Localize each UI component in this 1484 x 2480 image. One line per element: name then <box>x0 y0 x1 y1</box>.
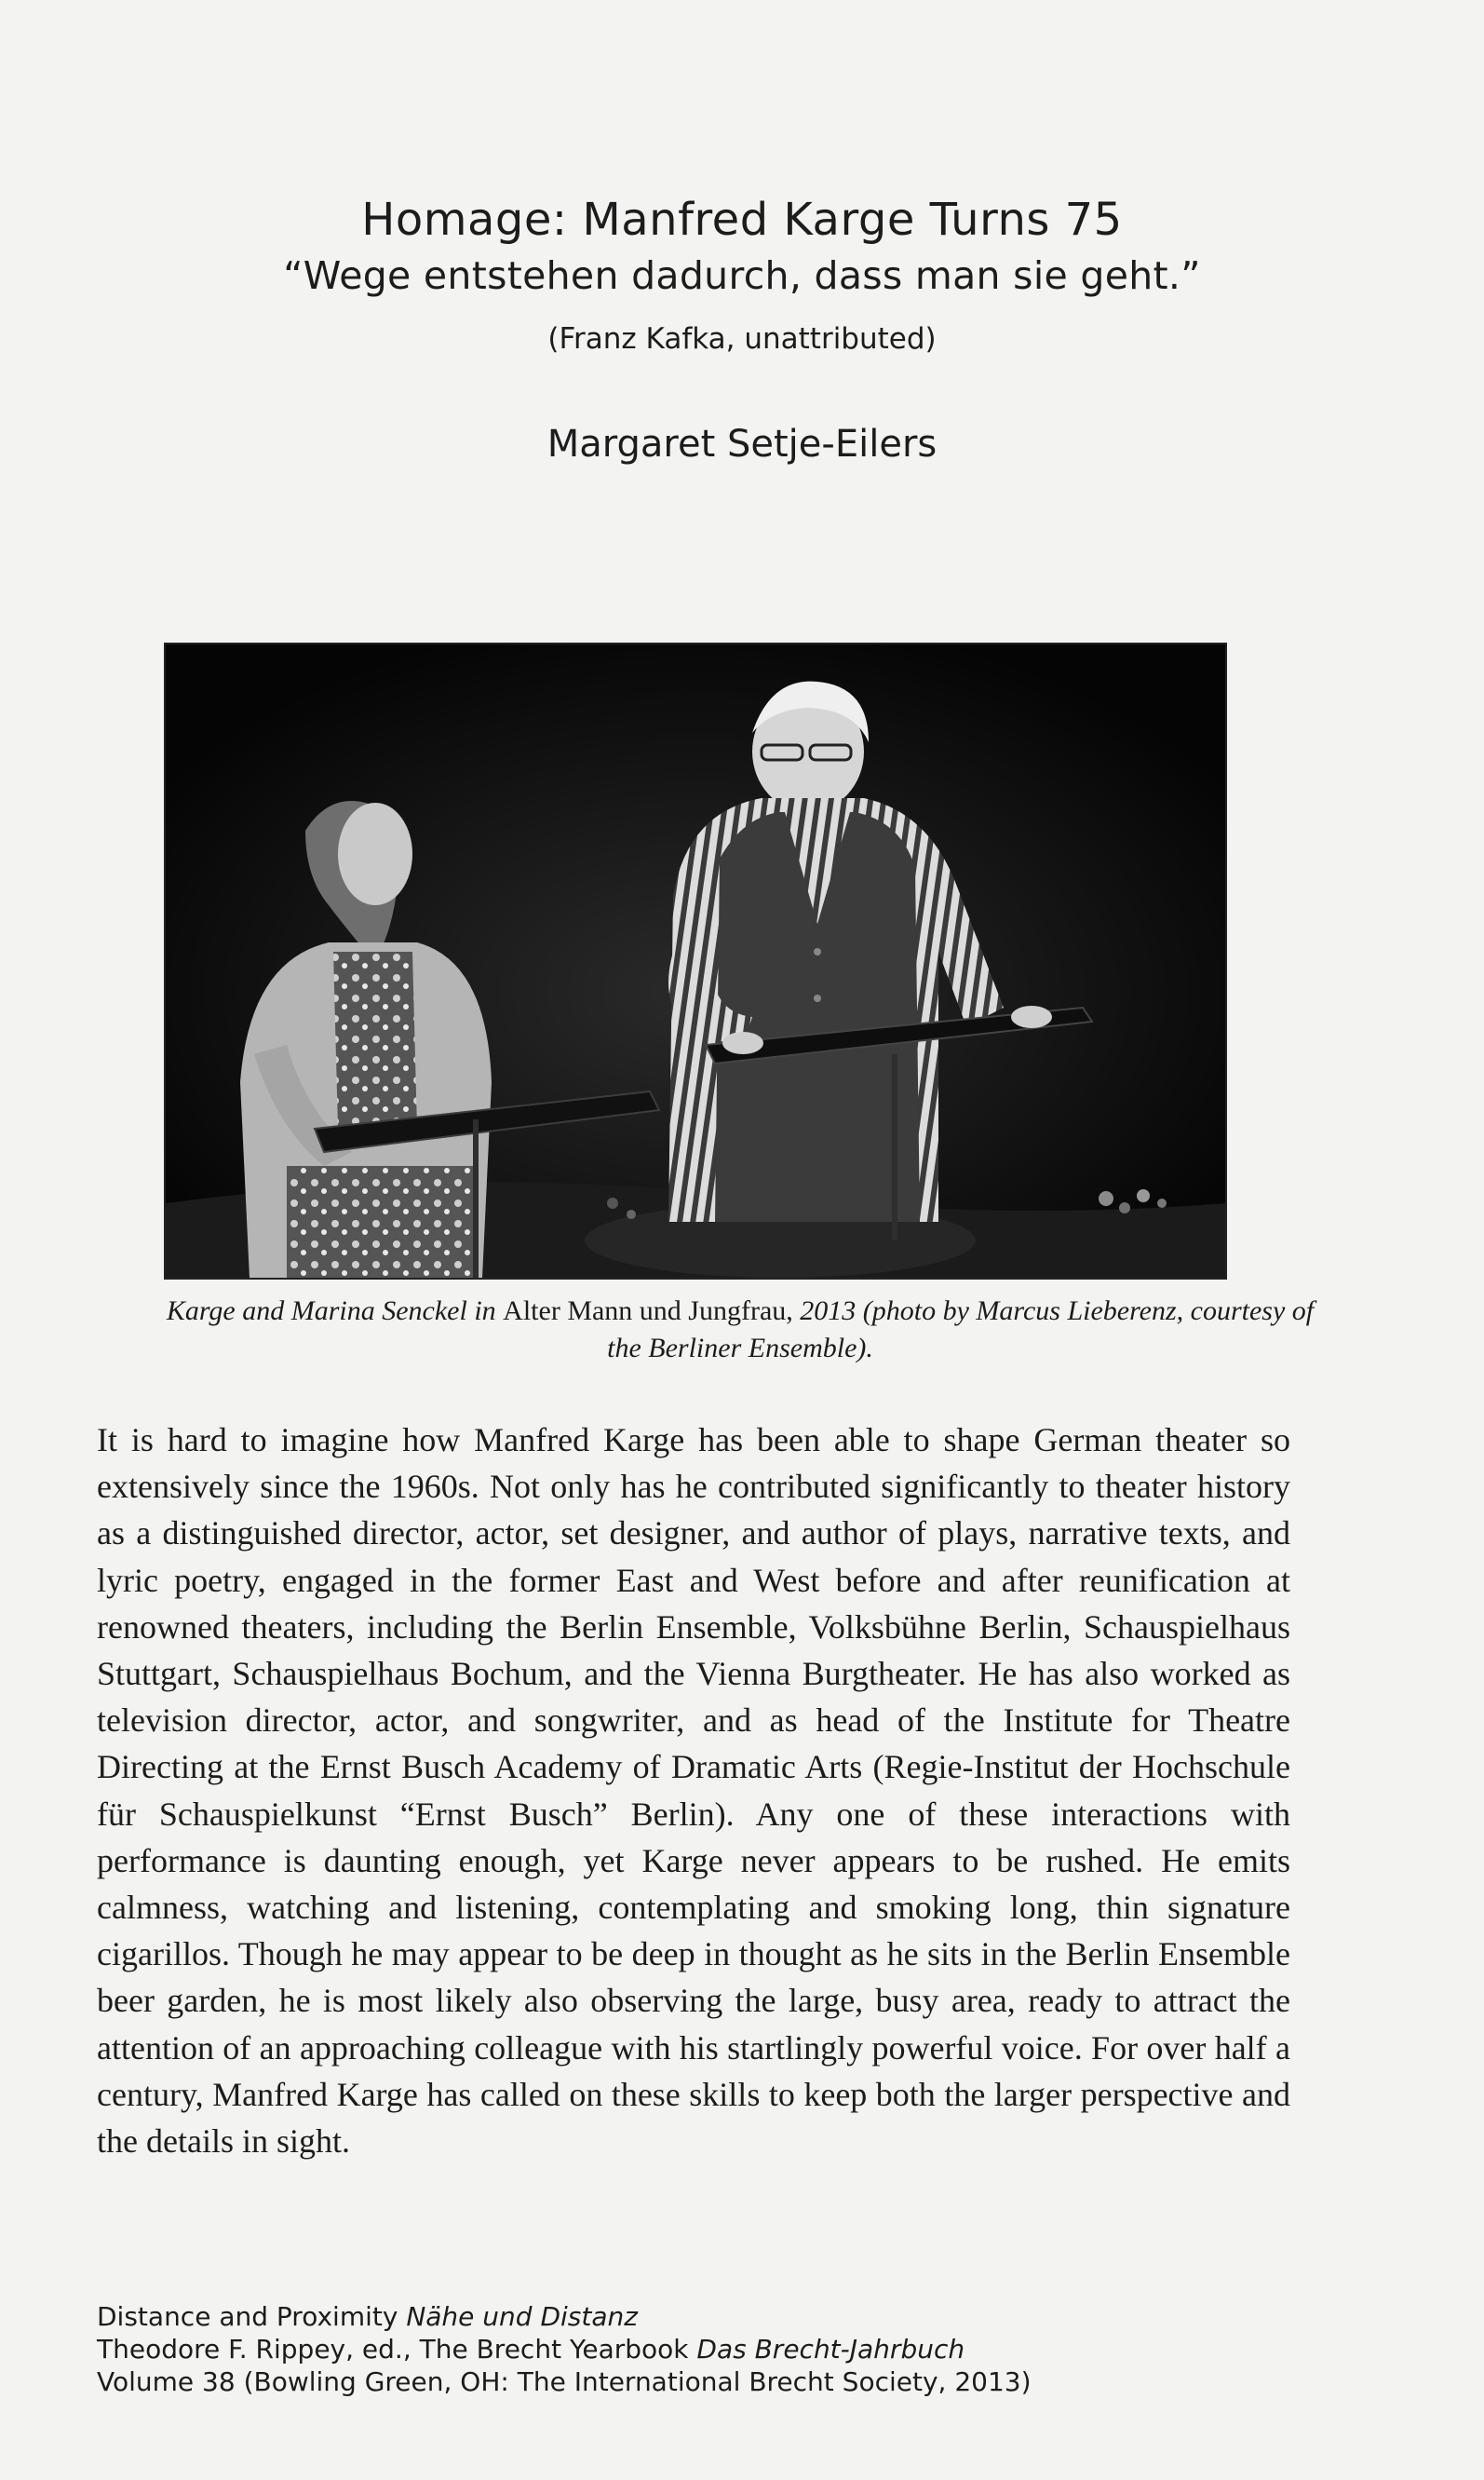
stage-photo-image <box>166 644 1225 1278</box>
footer-citation <box>97 2300 1307 2398</box>
body-paragraph: It is hard to imagine how Manfred Karge has been able to shape German theater so extensively since the 1960s. Not only has he contributed significantly to theater history as a distinguished director, actor, set designer, and author of plays, narrative texts, and lyric poetry, engaged in the former East and West before and after reunification at renowned theaters, including the Berlin Ensemble, Volksbühne Berlin, Schauspielhaus Stuttgart, Schauspielhaus Bochum, and the Vienna Burgtheater. He has also worked as television director, actor, and songwriter, and as head of the Institute for Theatre Directing at the Ernst Busch Academy of Dramatic Arts (Regie-Institut der Hochschule für Schauspielkunst “Ernst Busch” Berlin). Any one of these interactions with performance is daunting enough, yet Karge never appears to be rushed. He emits calmness, watching and listening, contemplating and smoking long, thin signature cigarillos. Though he may appear to be deep in thought as he sits in the Berlin Ensemble beer garden, he is most likely also observing the large, busy area, ready to attract the attention of an approaching colleague with his startlingly powerful voice. For over half a century, Manfred Karge has called on these skills to keep both the larger perspective and the details in sight. <box>97 1421 1290 2161</box>
author-name: Margaret Setje-Eilers <box>546 423 938 466</box>
caption-play-title: Alter Mann und Jungfrau, <box>503 1295 793 1326</box>
footer-line-1 <box>97 2300 1307 2333</box>
figure-caption <box>149 1293 1331 1367</box>
article-title: Homage: Manfred Karge Turns 75 <box>361 194 1123 246</box>
caption-text-1: Karge and Marina Senckel in <box>166 1295 504 1326</box>
footer-yearbook-german: Das Brecht-Jahrbuch <box>696 2334 965 2365</box>
stage-photo <box>164 643 1227 1280</box>
epigraph-attribution: (Franz Kafka, unattributed) <box>547 322 937 356</box>
footer-series-german: Nähe und Distanz <box>406 2301 638 2332</box>
footer-line-2 <box>97 2333 1307 2365</box>
footer-line-3: Volume 38 (Bowling Green, OH: The International Brecht Society, 2013) <box>97 2366 1032 2397</box>
caption-text-2: 2013 (photo by Marcus Lieberenz, courtesy of the Berliner Ensemble). <box>607 1295 1315 1363</box>
footer-editor: Theodore F. Rippey, ed., The Brecht Yearbook <box>97 2334 697 2365</box>
footer-series: Distance and Proximity <box>97 2301 407 2332</box>
epigraph: “Wege entstehen dadurch, dass man sie geht.” <box>283 253 1201 298</box>
